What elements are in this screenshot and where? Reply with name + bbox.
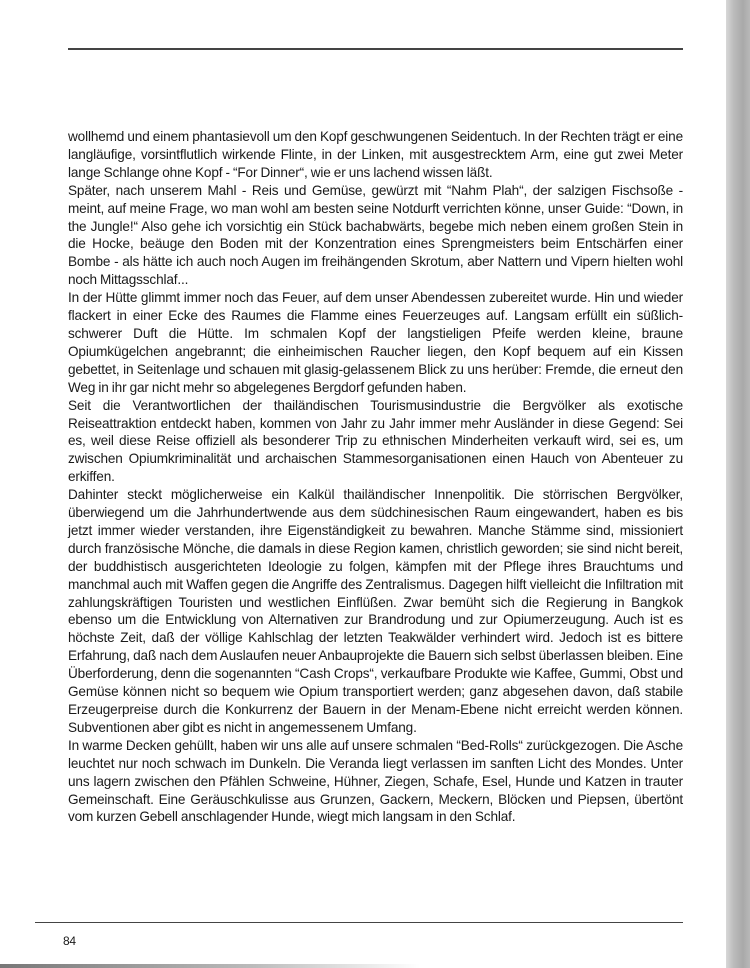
paragraph: wollhemd und einem phantasievoll um den Kopf geschwungenen Seidentuch. In der Rechten trägt er eine langläufige, vorsintflutlich wirkende Flinte, in der Linken, mit ausgestrecktem Arm, eine gut zwei Meter lange Schlange ohne Kopf - “For Dinner“, wie er uns lachend wissen läßt.	[68, 129, 683, 180]
paragraph: In warme Decken gehüllt, haben wir uns alle auf unsere schmalen “Bed-Rolls“ zurückgezogen. Die Asche leuchtet nur noch schwach im Dunkeln. Die Veranda liegt verlassen im sanften Licht des Mondes. Unter uns lagern zwischen den Pfählen Schweine, Hühner, Ziegen, Schafe, Esel, Hunde und Katzen in trauter Gemeinschaft. Eine Geräuschkulisse aus Grunzen, Gackern, Meckern, Blöcken und Piepsen, übertönt vom kurzen Gebell anschlagender Hunde, wiegt mich langsam in den Schlaf.	[68, 737, 683, 825]
page-edge-shadow	[726, 0, 750, 968]
body-text	[68, 128, 683, 826]
scan-bottom-shadow	[0, 964, 420, 968]
paragraph: Seit die Verantwortlichen der thailändischen Tourismusindustrie die Bergvölker als exotische Reiseattraktion entdeckt haben, kommen von Jahr zu Jahr immer mehr Ausländer in diese Gegend: Sei es, weil diese Reise offiziell als besonderer Trip zu ethnischen Minderheiten verkauft wird, sei es, um zwischen Opiumkriminalität und archaischen Stammesorganisationen einen Hauch von Abenteuer zu erkiffen.	[68, 397, 683, 485]
footer-rule	[35, 922, 683, 923]
page-number: 84	[63, 934, 76, 948]
paragraph: Später, nach unserem Mahl - Reis und Gemüse, gewürzt mit “Nahm Plah“, der salzigen Fischsoße - meint, auf meine Frage, wo man wohl am besten seine Notdurft verrichten könne, unser Guide: “Down, in the Jungle!“ Also gehe ich vorsichtig ein Stück bachabwärts, begebe mich neben einem großen Stein in die Hocke, beäuge den Boden mit der Konzentration eines Sprengmeisters beim Entschärfen einer Bombe - als hätte ich auch noch Augen im freihängenden Skrotum, aber Nattern und Vipern hielten wohl noch Mittagsschlaf...	[68, 182, 683, 288]
paragraph: Dahinter steckt möglicherweise ein Kalkül thailändischer Innenpolitik. Die störrischen Bergvölker, überwiegend um die Jahrhundertwende aus dem südchinesischen Raum eingewandert, haben es bis jetzt immer wieder verstanden, ihre Eigenständigkeit zu bewahren. Manche Stämme sind, missioniert durch französische Mönche, die damals in diese Region kamen, christlich geworden; sie sind nicht bereit, der buddhistisch ausgerichteten Ideologie zu folgen, kämpfen mit der Pflege ihres Brauchtums und manchmal auch mit Waffen gegen die Angriffe des Zentralismus. Dagegen hilft vielleicht die Infiltration mit zahlungskräftigen Touristen und westlichen Einflüßen. Zwar bemüht sich die Regierung in Bangkok ebenso um die Entwicklung von Alternativen zur Brandrodung und zur Opiumerzeugung. Auch ist es höchste Zeit, daß der völlige Kahlschlag der letzten Teakwälder verhindert wird. Jedoch ist es bittere Erfahrung, daß nach dem Auslaufen neuer Anbauprojekte die Bauern sich selbst überlassen bleiben. Eine Überforderung, denn die sogenannten “Cash Crops“, verkaufbare Produkte wie Kaffee, Gummi, Obst und Gemüse können nicht so bequem wie Opium transportiert werden; ganz abgesehen davon, daß stabile Erzeugerpreise durch die Konkurrenz der Bauern in der Menam-Ebene nicht erreicht werden können. Subventionen aber gibt es nicht in angemessenem Umfang.	[68, 487, 683, 735]
header-rule	[68, 48, 683, 50]
paragraph: In der Hütte glimmt immer noch das Feuer, auf dem unser Abendessen zubereitet wurde. Hin und wieder flackert in einer Ecke des Raumes die Flamme eines Feuerzeuges auf. Langsam erfüllt ein süßlich- schwerer Duft die Hütte. Im schmalen Kopf der langstieligen Pfeife werden kleine, braune Opiumkügelchen angebrannt; die einheimischen Raucher liegen, den Kopf bequem auf ein Kissen gebettet, in Seitenlage und schauen mit glasig-gelassenem Blick zu uns herüber: Fremde, die erneut den Weg in ihr gar nicht mehr so abgelegenes Bergdorf gefunden haben.	[68, 290, 683, 395]
